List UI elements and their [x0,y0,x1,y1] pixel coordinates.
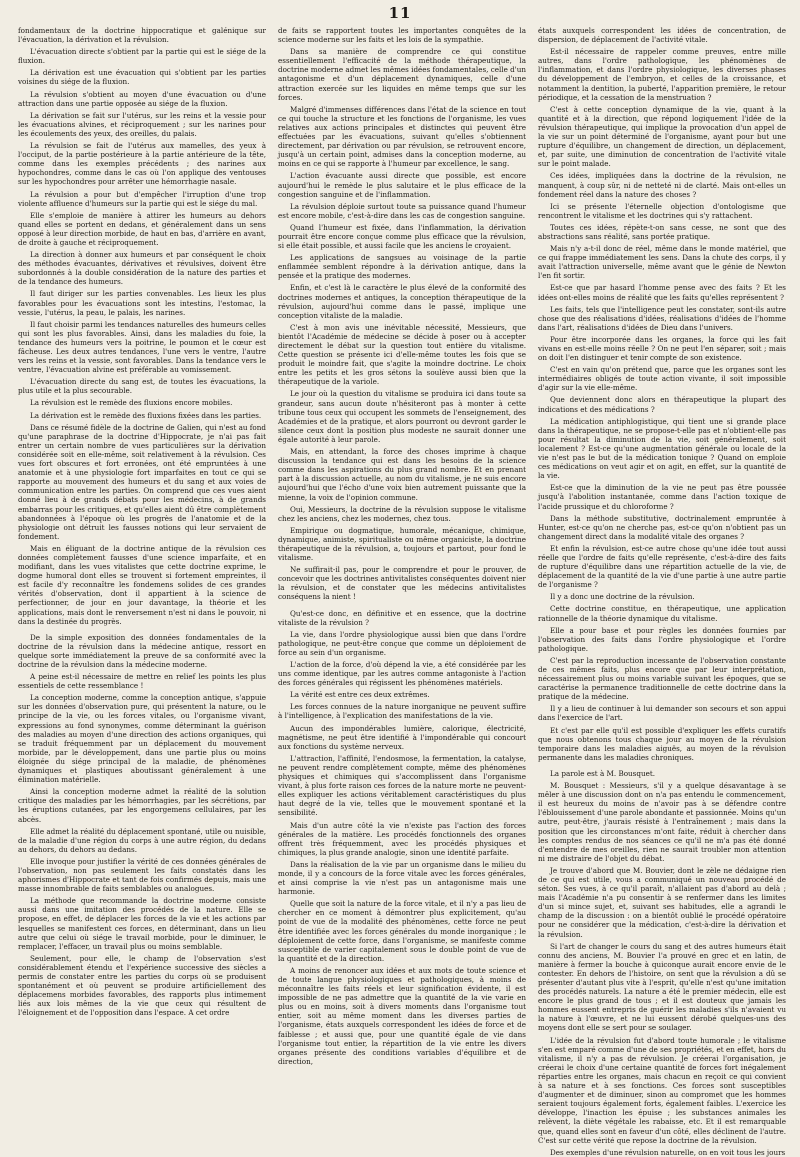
paragraph: Est-ce que par hasard l'homme pense avec des faits ? Et les idées ont-elles moins de réalité que les faits qu'elles représentent ? [538,283,786,302]
paragraph: Elle s'emploie de manière à attirer les humeurs au dehors quand elles se portent en dedans, et généralement dans un sens opposé à leur direction morbide, de haut en bas, d'arrière en avant, de droite à gauche et réciproquement. [18,210,266,247]
paragraph: Les applications de sangsues au voisinage de la partie enflammée semblent répondre à la dérivation antique, dans la pensée et la pratique des modernes. [278,253,526,281]
paragraph: Dans ce résumé fidèle de la doctrine de Galien, qui n'est au fond qu'une paraphrase de la doctrine d'Hippocrate, je n'ai pas fait entrer un certain nombre de vues particulières sur la dérivation considérée soit en elle-même, soit relativement à la révulsion. Ces vues fort obscures et fort erronées, ont été empruntées à une anatomie et à une physiologie fort imparfaites en tout ce qui se rapporte au mouvement des humeurs et du sang et aux voies de communication entre les parties. On comprend que ces vues aient donné lieu à de grands débats pour les médecins, à de grands embarras pour les critiques, et qu'elles aient dû être complètement abandonnées à l'époque où les progrès de l'anatomie et de la physiologie ont détruit les fausses notions qui leur servaient de fondement. [18,422,266,541]
paragraph: Quand l'humeur est fixée, dans l'inflammation, la dérivation pourrait être encore conçue comme plus efficace que la révulsion, si elle était possible, et aussi facile que les anciens le croyaient. [278,222,526,251]
paragraph: Il y a donc une doctrine de la révulsion. [550,592,695,602]
paragraph: Des exemples d'une révulsion naturelle, on en voit tous les jours [550,1147,786,1157]
paragraph: La révulsion a pour but d'empêcher l'irruption d'une trop violente affluence d'humeurs sur la partie qui est le siége du mal. [18,189,266,208]
paragraph: Quelle que soit la nature de la force vitale, et il n'y a pas lieu de chercher en ce moment à démontrer plus explicitement, qu'au point de vue de la modalité des phénomènes, cette force ne peut être identifiée avec les forces générales du monde inorganique ; le déploiement de cette force, dans l'organisme, se manifeste comme susceptible de varier capitalement sous le double point de vue de la quantité et de la direction. [278,899,526,963]
paragraph: L'idée de la révulsion fut d'abord toute humorale ; le vitalisme s'en est emparé comme d'une de ses propriétés, et en effet, hors du vitalisme, il n'y a pas de révulsion. Je créerai l'organisation, je créerai le choix d'une certaine quantité de forces fort inégalement réparties entre les organes, mais chacun en reçoit ce qui convient à sa nature et à ses fonctions. Ces forces sont susceptibles d'augmenter et de diminuer, sinon au compromet que les hommes seraient toujours également forts, également faibles. L'exercice les développe, l'inaction les épuise ; les substances animales les relèvent, la diète végétale les rabaisse, etc. Et il est remarquable que, quand elles sont en faveur d'un côté, elles déclinent de l'autre. C'est sur cette vérité que repose la doctrine de la révulsion. [538,1035,786,1145]
paragraph: Aucun des impondérables lumière, calorique, électricité, magnétisme, ne peut être identifié à l'impondérable qui concourt aux fonctions du système nerveux. [278,723,526,751]
paragraph: La direction à donner aux humeurs et par conséquent le choix des méthodes évacuantes, dérivatives et révulsives, doivent être subordonnés à la double considération de la nature des parties et de la tendance des humeurs. [18,250,266,287]
paragraph: Les forces connues de la nature inorganique ne peuvent suffire à l'intelligence, à l'explication des manifestations de la vie. [278,702,526,721]
paragraph: La révulsion déploie surtout toute sa puissance quand l'humeur est encore mobile, c'est-à-dire dans les cas de congestion sanguine. [278,201,526,220]
paragraph: La médication antiphlogistique, qui tient une si grande place dans la thérapeutique, ne se propose-t-elle pas et n'obtient-elle pas pour résultat la diminution de la vie, soit généralement, soit localement ? Est-ce qu'une augmentation générale ou locale de la vie n'est pas le but de la médication tonique ? Quand on emploie ces médications on veut agir et on agit, en effet, sur la quantité de la vie. [538,416,786,481]
column-right [538,26,786,1157]
paragraph: Empirique ou dogmatique, humorale, mécanique, chimique, dynamique, animiste, spiritualiste ou même organiciste, la doctrine thérapeutique de la révulsion, a, toujours et partout, pour fond le vitalisme. [278,525,526,563]
paragraph: Le jour où la question du vitalisme se produira ici dans toute sa grandeur, sans aucun doute n'hésiteront pas à monter à cette tribune tous ceux qui occupent les sommets de l'enseignement, des Académies et de la pratique, et alors pourront ou devront garder le silence ceux dont la position plus modeste ne saurait donner une égale autorité à leur parole. [278,389,526,444]
paragraph: Cette doctrine constitue, en thérapeutique, une application rationnelle de la théorie dynamique du vitalisme. [538,604,786,623]
paragraph: Mais n'y a-t-il donc de réel, même dans le monde matériel, que ce qui frappe immédiatement les sens. Dans la chute des corps, il y avait l'attraction universelle, même avant que le génie de Newton l'en fit sortir. [538,244,786,281]
paragraph: Les faits, tels que l'intelligence peut les constater, sont-ils autre chose que des réalisations d'idées, réalisations d'idées de l'homme dans l'art, réalisations d'idées de Dieu dans l'univers. [538,304,786,332]
text-columns [18,26,786,1157]
paragraph: La révulsion se fait de l'utérus aux mamelles, des yeux à l'occiput, de la partie postérieure à la partie antérieure de la tête, comme dans les exemples précédents ; des narines aux hypochondres, comme dans le cas où l'on applique des ventouses sur les hypochondres pour arrêter une hémorrhagie nasale. [18,141,266,187]
paragraph: La dérivation se fait sur l'utérus, sur les reins et la vessie pour les évacuations alvines, et réciproquement ; sur les narines pour les écoulements des yeux, des oreilles, du palais. [18,110,266,138]
column-left [18,26,266,1116]
paragraph: Si l'art de changer le cours du sang et des autres humeurs était connu des anciens, M. Bouvier l'a prouvé en grec et en latin, de manière à fermer la bouche à quiconque aurait encore envie de le contester. En dehors de l'histoire, on sent que la révulsion a dû se présenter d'autant plus vite à l'esprit, qu'elle n'est qu'une imitation des procédés naturels. La nature a été le premier médecin, elle est encore le plus grand de tous ; et il est douteux que jamais les hommes eussent entrepris de guérir les maladies s'ils n'avaient vu la nature à l'œuvre, et ne lui eussent dérobé quelques-uns des moyens dont elle se sert pour se soulager. [538,941,786,1033]
paragraph: C'est à cette conception dynamique de la vie, quant à la quantité et à la direction, que répond logiquement l'idée de la révulsion thérapeutique, qui implique la provocation d'un appel de la vie sur un point déterminé de l'organisme, ayant pour but une rupture d'équilibre, un changement de direction, un déplacement, et, par suite, une diminution de concentration de l'activité vitale sur le point malade. [538,104,786,169]
page-number: 11 [388,4,412,22]
paragraph: C'est en vain qu'on prétend que, parce que les organes sont les intermédiaires obligés de toute action vivante, il soit impossible d'agir sur la vie elle-même. [538,365,786,393]
paragraph: L'action évacuante aussi directe que possible, est encore aujourd'hui le remède le plus salutaire et le plus efficace de la congestion sanguine et de l'inflammation. [278,171,526,199]
paragraph: Elle admet la réalité du déplacement spontané, utile ou nuisible, de la maladie d'une région du corps à une autre région, du dedans au dehors, du dehors au dedans. [18,826,266,854]
paragraph: A moins de renoncer aux idées et aux mots de toute science et de toute langue physiologiques et pathologiques, à moins de méconnaître les faits réels et leur signification évidente, il est impossible de ne pas admettre que la quantité de la vie varie en plus ou en moins, soit à divers moments dans l'organisme tout entier, soit au même moment dans les diverses parties de l'organisme, états auxquels correspondent les idées de force et de faiblesse ; et aussi que, pour une quantité égale de vie dans l'organisme tout entier, la répartition de la vie entre les divers organes présente des conditions variables d'équilibre et de direction, [278,965,526,1066]
paragraph: Dans sa manière de comprendre ce qui constitue essentiellement l'efficacité de la méthode thérapeutique, la doctrine moderne admet les mêmes idées fondamentales, celle d'un antagonisme et d'un déplacement dynamiques, celle d'une attraction exercée sur les liquides en même temps que sur les forces. [278,47,526,102]
paragraph: La dérivation est le remède des fluxions fixées dans les parties. [30,410,262,420]
paragraph: de faits se rapportent toutes les importantes conquêtes de la science moderne sur les faits et les lois de la sympathie. [278,26,526,45]
paragraph: Il y a lieu de continuer à lui demander son secours et son appui dans l'exercice de l'art. [538,704,786,723]
paragraph: A peine est-il nécessaire de mettre en relief les points les plus essentiels de cette ressemblance ! [18,672,266,691]
paragraph: Et c'est par elle qu'il est possible d'expliquer les effets curatifs que nous obtenons tous chaque jour au moyen de la révulsion temporaire dans les maladies aiguës, au moyen de la révulsion permanente dans les maladies chroniques. [538,725,786,762]
paragraph: La vie, dans l'ordre physiologique aussi bien que dans l'ordre pathologique, ne peut-être conçue que comme un déploiement de force au sein d'un organisme. [278,629,526,657]
paragraph: Ces idées, impliquées dans la doctrine de la révulsion, ne manquent, à coup sûr, ni de netteté ni de clarté. Mais ont-elles un fondement réel dans la nature des choses ? [538,171,786,199]
paragraph: Toutes ces idées, répète-t-on sans cesse, ne sont que des abstractions sans réalité, sans portée pratique. [538,222,786,241]
paragraph: Elle invoque pour justifier la vérité de ces données générales de l'observation, non pas seulement les faits constatés dans les aphorismes d'Hippocrate et tant de fois confirmés depuis, mais une masse innombrable de faits semblables ou analogues. [18,856,266,894]
paragraph: Est-il nécessaire de rappeler comme preuves, entre mille autres, dans l'ordre pathologique, les phénomènes de l'inflammation, et dans l'ordre physiologique, les diverses phases du développement de l'embryon, et celles de la croissance, et notamment la dentition, la puberté, l'apparition première, le retour périodique, et la cessation de la menstruation ? [538,47,786,102]
paragraph: Ainsi la conception moderne admet la réalité de la solution critique des maladies par les hémorrhagies, par les sécrétions, par les éruptions cutanées, par les engorgemens cellulaires, par les abcès. [18,787,266,824]
paragraph: M. Bousquet : Messieurs, s'il y a quelque désavantage à se mêler à une discussion dont on n'a pas entendu le commencement, il est heureux du moins de n'avoir pas à se défendre contre l'éblouissement d'une parole abondante et passionnée. Moins qu'un autre, peut-être, j'aurais résisté à l'entraînement ; mais dans la position que les circonstances m'ont faite, réduit à chercher dans les comptes rendus de nos séances ce qu'il ne m'a pas été donné d'entendre de mes oreilles, rien ne saurait troubler mon attention ni me distraire de l'objet du débat. [538,781,786,863]
paragraph: Enfin, et c'est là le caractère le plus élevé de la conformité des doctrines modernes et antiques, la conception thérapeutique de la révulsion, aujourd'hui comme dans le passé, implique une conception vitaliste de la maladie. [278,283,526,320]
paragraph: Seulement, pour elle, le champ de l'observation s'est considérablement étendu et l'expérience successive des siècles a permis de constater entre les parties du corps où se produisent spontanément et où peuvent se produire artificiellement des déplacemens morbides favorables, des rapports plus intimement liés aux lois mêmes de la vie que ceux qui résultent de l'éloignement et de l'opposition dans l'espace. A cet ordre [18,953,266,1018]
paragraph: états auxquels correspondent les idées de concentration, de dispersion, de déplacement de l'activité vitale. [538,26,786,45]
paragraph: Mais, en attendant, la force des choses imprime à chaque discussion la tendance qui est dans les besoins de la science comme dans les aspirations du plus grand nombre. Et en prenant part à la discussion actuelle, au nom du vitalisme, je ne suis encore aujourd'hui que l'écho d'une voix bien autrement puissante que la mienne, la voix de l'opinion commune. [278,447,526,502]
paragraph: Et enfin la révulsion, est-ce autre chose qu'une idée tout aussi réelle que l'ordre de faits qu'elle représente, c'est-à-dire des faits de rupture d'équilibre dans une répartition actuelle de la vie, de déplacement de la quantité de la vie d'une partie à une autre partie de l'organisme ? [538,543,786,590]
paragraph: Qu'est-ce donc, en définitive et en essence, que la doctrine vitaliste de la révulsion ? [278,608,526,627]
paragraph: La révulsion est le remède des fluxions encore mobiles. [30,398,233,408]
paragraph: La parole est à M. Bousquet. [550,768,656,778]
paragraph: La vérité est entre ces deux extrêmes. [290,690,430,700]
paragraph: Pour être incorporée dans les organes, la force qui les fait vivans en est-elle moins réelle ? On ne peut l'en séparer, soit ; mais on doit l'en distinguer et tenir compte de son existence. [538,334,786,363]
paragraph: Mais en éliguant de la doctrine antique de la révulsion ces données complètement fausses d'une science imparfaite, et en modifiant, dans les vues vitalistes que cette doctrine exprime, le dogme humoral dont elles se trouvent si fortement empreintes, il est facile d'y reconnaître les fondemens solides de ces grandes vérités d'observation, dont il appartient à la science de perfectionner, de jour en jour davantage, la théorie et les applications, mais dont le renversement n'est ni dans le pouvoir, ni dans la destinée du progrès. [18,543,266,626]
paragraph: Ici se présente l'éternelle objection d'ontologisme que rencontrent le vitalisme et les doctrines qui s'y rattachent. [538,201,786,220]
paragraph: Que deviennent donc alors en thérapeutique la plupart des indications et des médications ? [538,395,786,414]
paragraph: La dérivation est une évacuation qui s'obtient par les parties voisines du siége de la fluxion. [18,68,266,87]
paragraph: Oui, Messieurs, la doctrine de la révulsion suppose le vitalisme chez les anciens, chez les modernes, chez tous. [278,504,526,523]
paragraph: C'est à mon avis une inévitable nécessité, Messieurs, que bientôt l'Académie de médecine se décide à poser ou à accepter directement le débat sur la question tout entière du vitalisme. Cette question se présente ici d'elle-même toutes les fois que se produit le moindre fait, que s'agite la moindre doctrine. Le choix entre les petits et les gros sétons la soulève aussi bien que la thérapeutique de la variole. [278,322,526,387]
paragraph: L'évacuation directe du sang est, de toutes les évacuations, la plus utile et la plus secourable. [18,377,266,396]
paragraph: L'action de la force, d'où dépend la vie, a été considérée par les uns comme identique, par les autres comme antagoniste à l'action des forces générales qui régissent les phénomènes matériels. [278,660,526,688]
paragraph: C'est par la reproduction incessante de l'observation constante de ces mêmes faits, plus encore que par leur interprétation, nécessairement plus ou moins variable suivant les époques, que se caractérise la permanence traditionnelle de cette doctrine dans la pratique de la médecine. [538,655,786,702]
paragraph: Elle a pour base et pour règles les données fournies par l'observation des faits dans l'ordre physiologique et l'ordre pathologique. [538,625,786,653]
paragraph: Dans la méthode substitutive, doctrinalement empruntée à Hunter, est-ce qu'on ne cherche pas, est-ce qu'on n'obtient pas un changement direct dans la modalité vitale des organes ? [538,513,786,541]
column-middle [278,26,526,1116]
paragraph: Est-ce que la diminution de la vie ne peut pas être poussée jusqu'à l'abolition instantanée, comme dans l'action toxique de l'acide prussique et du chloroforme ? [538,483,786,511]
paragraph: Il faut diriger sur les parties convenables. Les lieux les plus favorables pour les évacuations sont les intestins, l'estomac, la vessie, l'utérus, la peau, le palais, les narines. [18,289,266,317]
paragraph: Dans la réalisation de la vie par un organisme dans le milieu du monde, il y a concours de la force vitale avec les forces générales, et ainsi comprise la vie n'est pas un antagonisme mais une harmonie. [278,859,526,897]
paragraph: Il faut choisir parmi les tendances naturelles des humeurs celles qui sont les plus favorables. Ainsi, dans les maladies du foie, la tendance des humeurs vers la poitrine, le poumon et le cœur est fâcheuse. Les deux autres tendances, l'une vers le ventre, l'autre vers les reins et la vessie, sont favorables. Dans la tendance vers le ventre, l'évacuation alvine est préférable au vomissement. [18,319,266,375]
paragraph: L'évacuation directe s'obtient par la partie qui est le siége de la fluxion. [18,47,266,66]
paragraph: Mais d'un autre côté la vie n'existe pas l'action des forces générales de la matière. Les procédés fonctionnels des organes offrent très fréquemment, avec les procédés physiques et chimiques, la plus grande analogie, sinon une identité parfaite. [278,820,526,857]
paragraph: Ne suffirait-il pas, pour le comprendre et pour le prouver, de concevoir que les doctrines antivitalistes conséquentes doivent nier la révulsion, et de constater que les médecins antivitalistes conséquens la nient ! [278,565,526,602]
paragraph: La conception moderne, comme la conception antique, s'appuie sur les données d'observation pure, qui présentent la nature, ou le principe de la vie, ou les forces vitales, ou l'organisme vivant, expressions au fond synonymes, comme déterminant la guérison des maladies au moyen d'une direction des actions organiques, qui se traduit fréquemment par un déplacement du mouvement morbide, par le développement, dans une partie plus ou moins éloignée du siége principal de la maladie, de phénomènes dynamiques et plastiques aboutissant généralement à une élimination matérielle. [18,693,266,785]
paragraph: Je trouve d'abord que M. Bouvier, dont le zèle ne dédaigne rien de ce qui est utile, vous a communiqué un nouveau procédé de séton. Ses vues, à ce qu'il paraît, n'allaient pas d'abord au delà ; mais l'Académie n'a pu consentir à se renfermer dans les limites d'un si mince sujet, et, suivant ses habitudes, elle a agrandi le champ de la discussion : on a bientôt oublié le procédé opératoire pour ne considérer que la médication, c'est-à-dire la dérivation et la révulsion. [538,865,786,939]
paragraph: Malgré d'immenses différences dans l'état de la science en tout ce qui touche la structure et les fonctions de l'organisme, les vues relatives aux actions principales et distinctes qui peuvent être effectuées par les évacuations, suivant qu'elles s'obtiennent directement, par dérivation ou par révulsion, se retrouvent encore, jusqu'à un certain point, admises dans la conception moderne, au moins en ce qui se rapporte à l'humeur par excellence, le sang. [278,104,526,169]
paragraph: La révulsion s'obtient au moyen d'une évacuation ou d'une attraction dans une partie opposée au siége de la fluxion. [18,89,266,108]
paragraph: fondamentaux de la doctrine hippocratique et galénique sur l'évacuation, la dérivation et la révulsion. [18,26,266,45]
paragraph: De la simple exposition des données fondamentales de la doctrine de la révulsion dans la médecine antique, ressort en quelque sorte immédiatement la preuve de sa conformité avec la doctrine de la révulsion dans la médecine moderne. [18,632,266,669]
paragraph: L'attraction, l'affinité, l'endosmose, la fermentation, la catalyse, ne peuvent rendre complètement compte, même des phénomènes physiques et chimiques qui s'accomplissent dans l'organisme vivant, à plus forte raison ces forces de la nature morte ne peuvent-elles expliquer les actions véritablement caractéristiques du plus haut degré de la vie, telles que le mouvement spontané et la sensibilité. [278,753,526,818]
paragraph: La méthode que recommande la doctrine moderne consiste aussi dans une imitation des procédés de la nature. Elle se propose, en effet, de déplacer les forces de la vie et les actions par lesquelles se manifestent ces forces, en déterminant, dans un lieu autre que celui où siége le travail morbide, pour le diminuer, le remplacer, l'effacer, un travail plus ou moins semblable. [18,896,266,951]
